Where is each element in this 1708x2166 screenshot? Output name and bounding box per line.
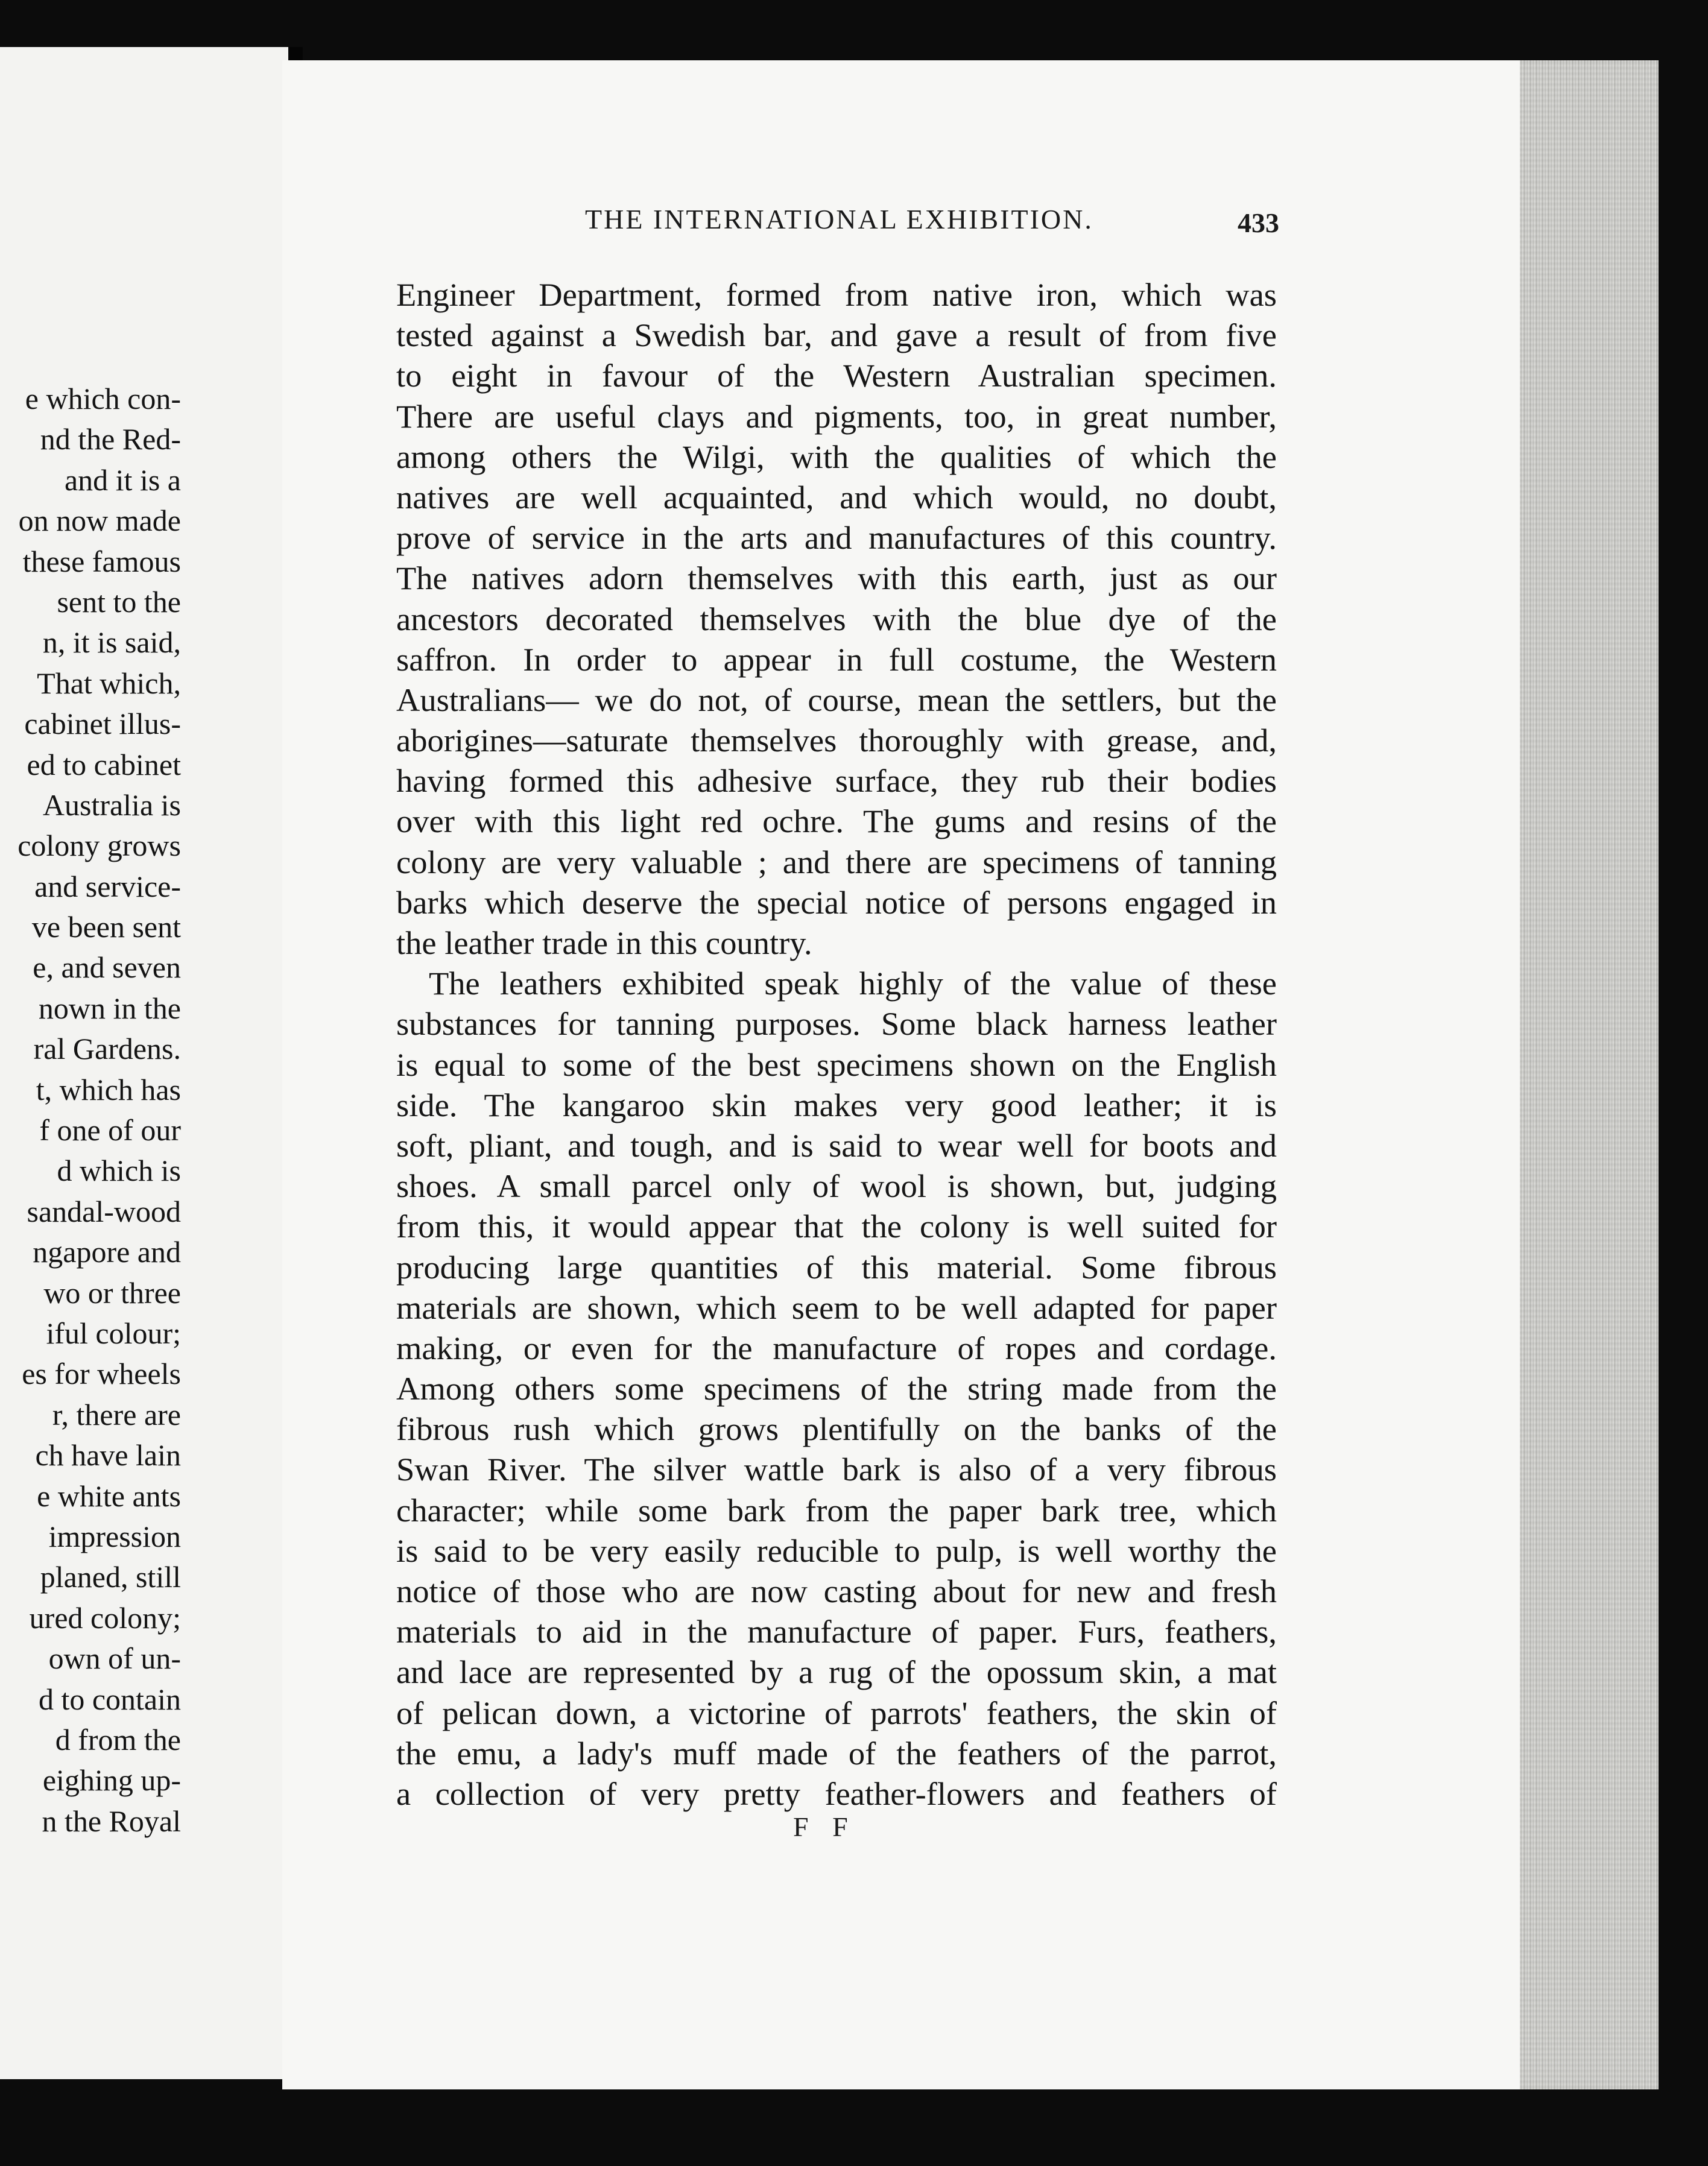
page-number: 433	[1238, 207, 1279, 238]
running-header: THE INTERNATIONAL EXHIBITION.	[585, 204, 1093, 235]
body-line: is equal to some of the best specimens shown on the English	[396, 1046, 1277, 1083]
left-page-line: these famous	[22, 544, 181, 578]
body-line: having formed this adhesive surface, they rub their bodies	[396, 762, 1277, 800]
left-page-line: e, and seven	[33, 950, 181, 985]
left-page-line: d to contain	[38, 1682, 181, 1716]
page-edges	[1520, 60, 1659, 2089]
body-line: The leathers exhibited speak highly of the value of these	[429, 965, 1277, 1002]
left-page-text	[0, 379, 181, 1842]
left-page-line: ed to cabinet	[27, 747, 181, 781]
body-line: the leather trade in this country.	[396, 924, 812, 961]
body-line: notice of those who are now casting about for new and fresh	[396, 1573, 1277, 1609]
left-page-line: iful colour;	[46, 1316, 181, 1350]
body-line: There are useful clays and pigments, too, in great number,	[396, 397, 1277, 435]
left-page-line: wo or three	[43, 1275, 181, 1310]
body-line: barks which deserve the special notice of persons engaged in	[396, 883, 1277, 921]
left-page-line: d which is	[57, 1154, 181, 1188]
left-page-line: ured colony;	[29, 1600, 181, 1635]
body-line: colony are very valuable ; and there are specimens of tanning	[396, 843, 1277, 880]
body-line: The natives adorn themselves with this earth, just as our	[396, 560, 1277, 597]
body-line: tested against a Swedish bar, and gave a result of from five	[396, 317, 1277, 354]
body-line: Swan River. The silver wattle bark is also of a very fibrous	[396, 1451, 1277, 1488]
body-line: ancestors decorated themselves with the blue dye of the	[396, 600, 1277, 637]
left-page-line: Australia is	[42, 788, 181, 822]
body-text	[396, 274, 1277, 1814]
left-page-line: nown in the	[38, 991, 181, 1025]
body-line: fibrous rush which grows plentifully on the banks of the	[396, 1410, 1277, 1448]
left-page-line: r, there are	[52, 1397, 181, 1432]
left-page-line: n, it is said,	[42, 625, 181, 660]
body-line: soft, pliant, and tough, and is said to wear well for boots and	[396, 1126, 1277, 1164]
body-line: materials are shown, which seem to be well adapted for paper	[396, 1289, 1277, 1326]
left-page-line: ch have lain	[35, 1438, 181, 1473]
body-line: character; while some bark from the paper bark tree, which	[396, 1491, 1277, 1529]
body-line: prove of service in the arts and manufactures of this country.	[396, 519, 1277, 557]
body-line: side. The kangaroo skin makes very good leather; it is	[396, 1086, 1277, 1123]
body-line: among others the Wilgi, with the qualities of which the	[396, 438, 1277, 475]
left-page-line: n the Royal	[42, 1804, 181, 1838]
left-page-line: sandal-wood	[27, 1194, 181, 1228]
left-page-line: planed, still	[40, 1560, 181, 1594]
signature-mark: F F	[793, 1811, 856, 1842]
body-line: of pelican down, a victorine of parrots' feathers, the skin of	[396, 1694, 1277, 1731]
body-line: saffron. In order to appear in full costume, the Western	[396, 640, 1277, 678]
left-page-line: e which con-	[25, 382, 181, 415]
left-page-line: ral Gardens.	[33, 1032, 181, 1066]
left-page-line: ngapore and	[33, 1235, 181, 1269]
body-line: substances for tanning purposes. Some black harness leather	[396, 1005, 1277, 1043]
left-page-line: eighing up-	[42, 1763, 181, 1798]
left-page-line: on now made	[18, 504, 181, 538]
body-line: Australians— we do not, of course, mean the settlers, but the	[396, 681, 1277, 718]
body-line: materials to aid in the manufacture of paper. Furs, feathers,	[396, 1613, 1277, 1650]
left-page-line: d from the	[55, 1722, 181, 1757]
left-page-line: nd the Red-	[40, 422, 181, 456]
body-line: a collection of very pretty feather-flowers and feathers of	[396, 1775, 1277, 1812]
left-page-line: es for wheels	[22, 1357, 181, 1391]
left-page-line: f one of our	[39, 1113, 181, 1148]
body-line: from this, it would appear that the colony is well suited for	[396, 1208, 1277, 1245]
body-line: over with this light red ochre. The gums and resins of the	[396, 803, 1277, 840]
body-line: making, or even for the manufacture of ropes and cordage.	[396, 1329, 1277, 1366]
left-page-line: colony grows	[17, 829, 181, 863]
left-page-line: t, which has	[36, 1072, 181, 1107]
left-page-line: cabinet illus-	[24, 707, 181, 741]
body-line: and lace are represented by a rug of the opossum skin, a mat	[396, 1653, 1277, 1691]
left-page-line: own of un-	[48, 1641, 181, 1676]
left-page-line: and it is a	[64, 463, 181, 497]
body-line: Among others some specimens of the string made from the	[396, 1370, 1277, 1407]
body-line: is said to be very easily reducible to pulp, is well worthy the	[396, 1532, 1277, 1569]
body-line: Engineer Department, formed from native iron, which was	[396, 276, 1277, 313]
left-page-line: e white ants	[37, 1479, 181, 1513]
body-line: to eight in favour of the Western Australian specimen.	[396, 357, 1277, 394]
left-page	[0, 47, 288, 2079]
body-line: aborigines—saturate themselves thoroughly with grease, and,	[396, 722, 1277, 759]
left-page-line: ve been sent	[31, 910, 181, 944]
left-page-line: and service-	[34, 869, 181, 903]
body-line: producing large quantities of this material. Some fibrous	[396, 1248, 1277, 1286]
body-line: natives are well acquainted, and which would, no doubt,	[396, 478, 1277, 516]
left-page-line: impression	[48, 1519, 181, 1553]
body-line: shoes. A small parcel only of wool is shown, but, judging	[396, 1167, 1277, 1205]
body-line: the emu, a lady's muff made of the feathers of the parrot,	[396, 1734, 1277, 1772]
left-page-line: sent to the	[57, 584, 181, 619]
left-page-line: That which,	[37, 666, 181, 700]
